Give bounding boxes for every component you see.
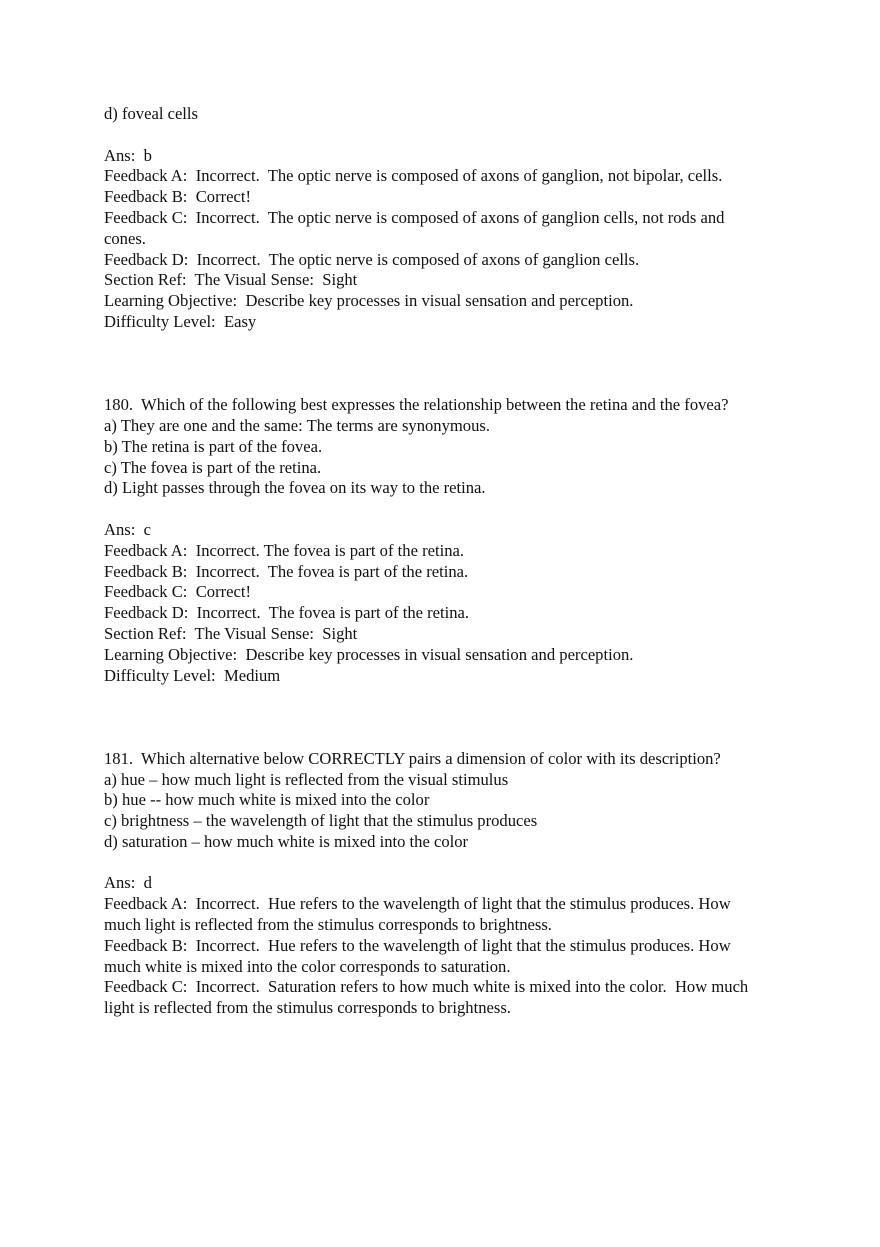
prev-question-block	[104, 104, 784, 333]
option-b: b) hue -- how much white is mixed into the color	[104, 790, 430, 810]
option-c: c) brightness – the wavelength of light that the stimulus produces	[104, 811, 538, 831]
feedback-b-continued: much white is mixed into the color corresponds to saturation.	[104, 956, 511, 976]
difficulty-level: Difficulty Level: Easy	[104, 311, 257, 331]
option-a: a) They are one and the same: The terms are synonymous.	[104, 415, 490, 435]
spacer	[104, 499, 784, 520]
option-d: d) saturation – how much white is mixed into the color	[104, 831, 469, 851]
learning-objective: Learning Objective: Describe key processes in visual sensation and perception.	[104, 291, 634, 311]
feedback-b: Feedback B: Correct!	[104, 187, 251, 207]
question-gap	[104, 333, 784, 395]
option-a: a) hue – how much light is reflected from the visual stimulus	[104, 769, 509, 789]
feedback-b: Feedback B: Incorrect. Hue refers to the wavelength of light that the stimulus produces. How	[104, 935, 731, 955]
question-180-block	[104, 395, 784, 686]
answer: Ans: c	[104, 519, 152, 539]
feedback-c-continued: light is reflected from the stimulus corresponds to brightness.	[104, 998, 511, 1018]
section-ref: Section Ref: The Visual Sense: Sight	[104, 270, 358, 290]
option-d: d) Light passes through the fovea on its way to the retina.	[104, 478, 486, 498]
feedback-d: Feedback D: Incorrect. The optic nerve is composed of axons of ganglion cells.	[104, 249, 640, 269]
question-text: 180. Which of the following best expresses the relationship between the retina and the fovea?	[104, 395, 729, 415]
feedback-c-continued: cones.	[104, 228, 146, 248]
section-ref: Section Ref: The Visual Sense: Sight	[104, 623, 358, 643]
learning-objective: Learning Objective: Describe key processes in visual sensation and perception.	[104, 644, 634, 664]
document-page	[104, 104, 784, 1019]
feedback-c: Feedback C: Incorrect. The optic nerve is composed of axons of ganglion cells, not rods and	[104, 207, 725, 227]
difficulty-level: Difficulty Level: Medium	[104, 665, 281, 685]
feedback-a-continued: much light is reflected from the stimulus corresponds to brightness.	[104, 915, 552, 935]
feedback-a: Feedback A: Incorrect. Hue refers to the wavelength of light that the stimulus produces. How	[104, 894, 731, 914]
option-d: d) foveal cells	[104, 104, 198, 123]
answer: Ans: b	[104, 145, 152, 165]
feedback-c: Feedback C: Correct!	[104, 582, 251, 602]
question-text: 181. Which alternative below CORRECTLY pairs a dimension of color with its description?	[104, 748, 721, 768]
feedback-a: Feedback A: Incorrect. The fovea is part of the retina.	[104, 540, 464, 560]
feedback-c: Feedback C: Incorrect. Saturation refers to how much white is mixed into the color. How much	[104, 977, 749, 997]
answer: Ans: d	[104, 873, 152, 893]
question-gap	[104, 686, 784, 748]
spacer	[104, 125, 784, 146]
feedback-d: Feedback D: Incorrect. The fovea is part of the retina.	[104, 603, 470, 623]
feedback-b: Feedback B: Incorrect. The fovea is part of the retina.	[104, 561, 469, 581]
option-b: b) The retina is part of the fovea.	[104, 436, 323, 456]
question-181-block	[104, 749, 784, 1019]
spacer	[104, 853, 784, 874]
feedback-a: Feedback A: Incorrect. The optic nerve is composed of axons of ganglion, not bipolar, cells.	[104, 166, 723, 186]
option-c: c) The fovea is part of the retina.	[104, 457, 322, 477]
